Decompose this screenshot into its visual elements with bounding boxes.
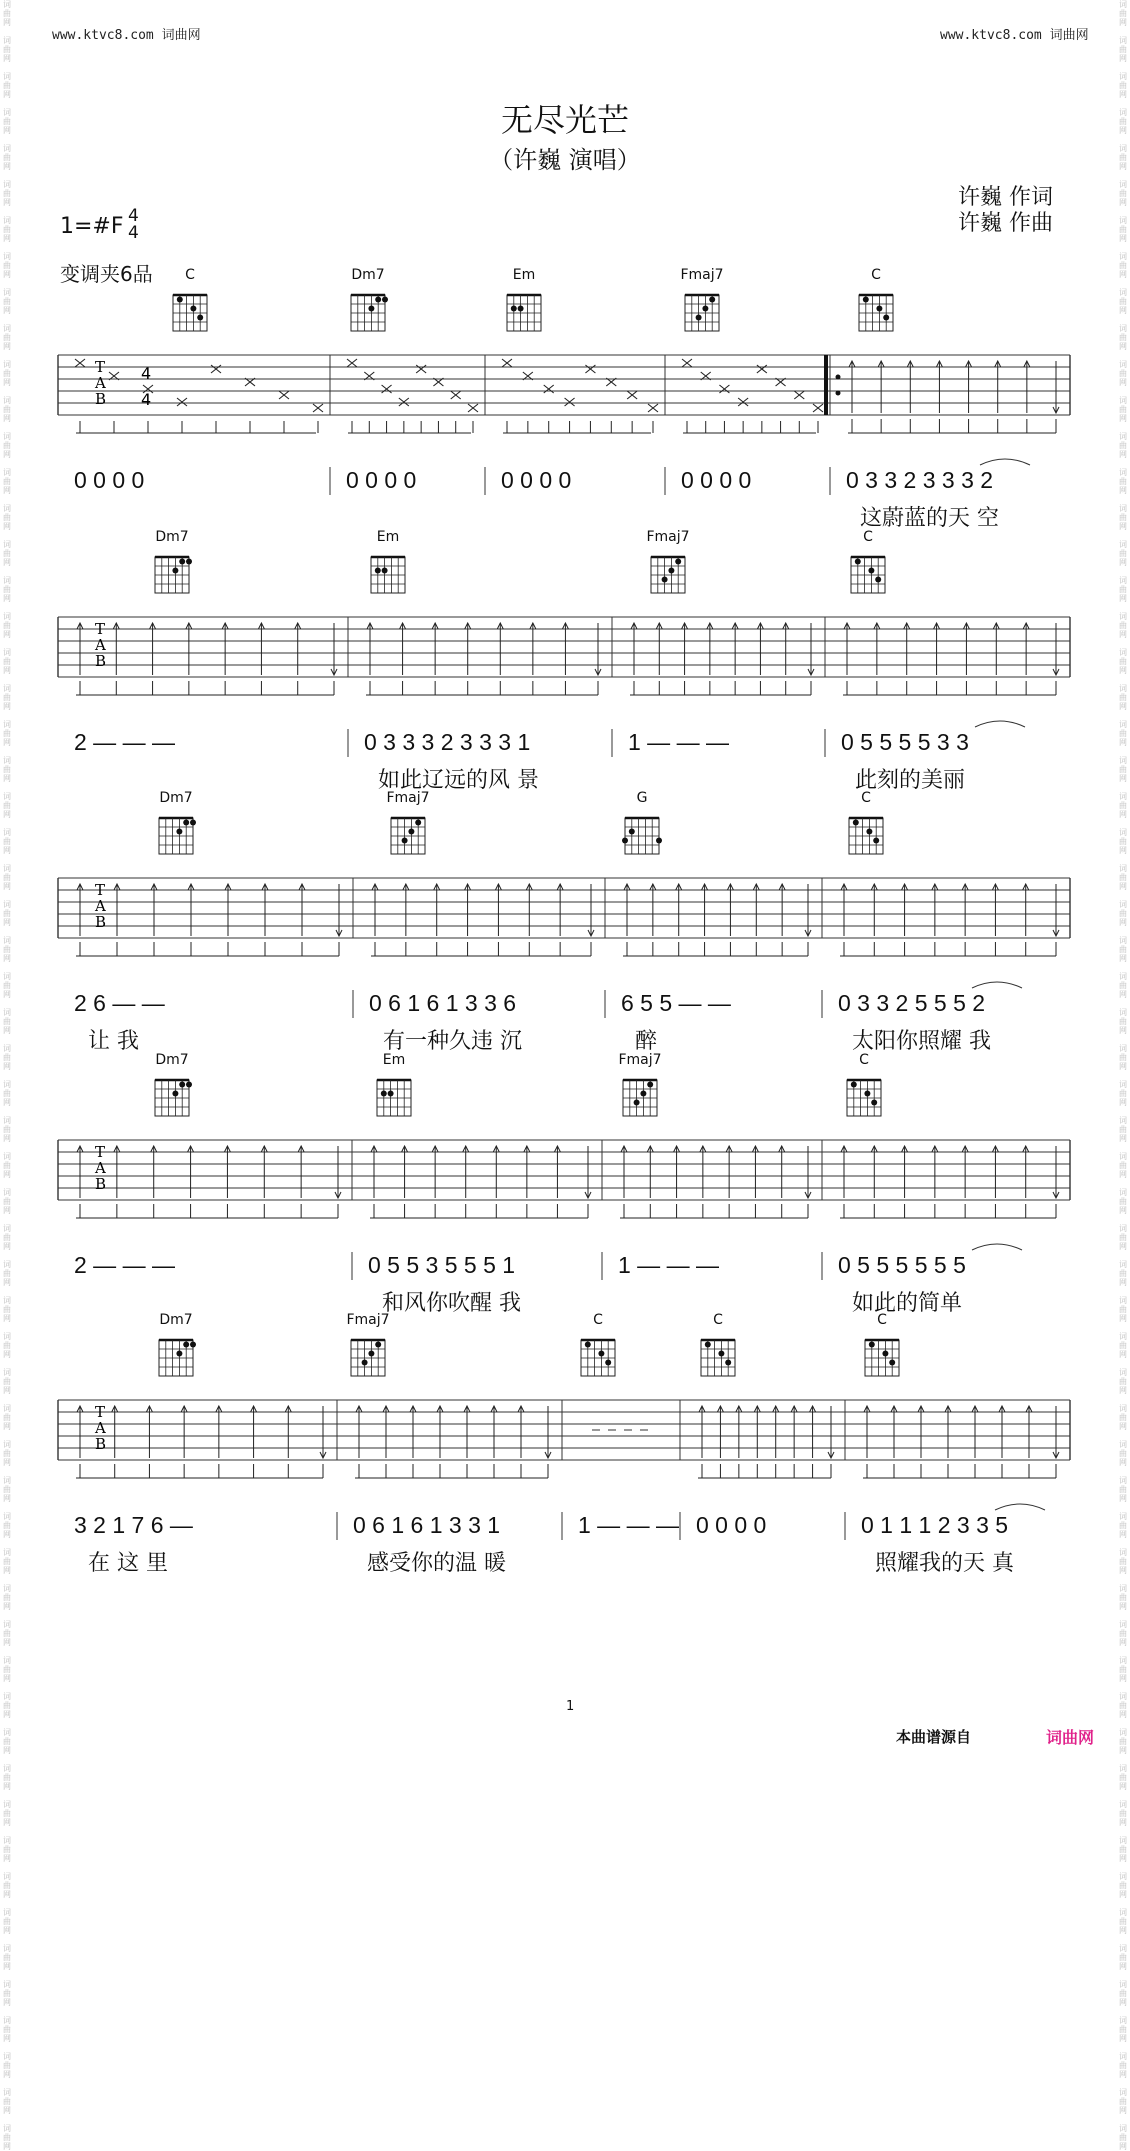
chord-finger-dot: [186, 559, 192, 565]
chord-finger-dot: [889, 1360, 895, 1366]
pick-x-mark: [648, 404, 658, 412]
tie-arc: [975, 721, 1025, 727]
jianpu-measure: 2 6 — —: [74, 990, 165, 1016]
pick-x-mark: [347, 359, 357, 367]
jianpu-measure: 2 — — —: [74, 1252, 175, 1278]
song-subtitle: （许巍 演唱）: [489, 146, 641, 174]
chord-finger-dot: [868, 568, 874, 574]
chord-finger-dot: [382, 568, 388, 574]
song-title: 无尽光芒: [500, 101, 629, 139]
chord-finger-dot: [883, 315, 889, 321]
tab-clef-letter: B: [95, 652, 107, 670]
pick-x-mark: [719, 385, 729, 393]
jianpu-measure: 2 — — —: [74, 729, 175, 755]
tie-arc: [980, 459, 1030, 465]
jianpu-measure: 0 3 3 2 3 3 3 2: [846, 467, 994, 493]
key-signature: 1=#F: [60, 214, 124, 239]
chord-finger-dot: [622, 838, 628, 844]
pick-x-mark: [279, 391, 289, 399]
lyric-line: 在 这 里: [88, 1551, 168, 1576]
lyric-line: 这蔚蓝的天 空: [860, 506, 999, 531]
jianpu-measure: 0 1 1 1 2 3 3 5: [861, 1512, 1009, 1538]
tie-arc: [972, 982, 1022, 988]
chord-finger-dot: [864, 1091, 870, 1097]
chord-finger-dot: [855, 559, 861, 565]
chord-name: Dm7: [159, 790, 193, 806]
chord-finger-dot: [183, 820, 189, 826]
tie-arc: [972, 1244, 1022, 1250]
jianpu-measure: 0 5 5 3 5 5 5 1: [368, 1252, 516, 1278]
jianpu-measure: 0 5 5 5 5 5 5: [838, 1252, 966, 1278]
tie-arc: [995, 1504, 1045, 1510]
jianpu-measure: 0 3 3 3 2 3 3 3 1: [364, 729, 531, 755]
jianpu-measure: 3 2 1 7 6 —: [74, 1512, 193, 1538]
chord-finger-dot: [668, 568, 674, 574]
chord-name: C: [877, 1312, 887, 1328]
chord-finger-dot: [172, 568, 178, 574]
chord-finger-dot: [629, 829, 635, 835]
chord-finger-dot: [866, 829, 872, 835]
chord-finger-dot: [190, 820, 196, 826]
chord-finger-dot: [368, 1351, 374, 1357]
lyric-line: 让 我: [88, 1029, 139, 1054]
chord-name: Fmaj7: [346, 1312, 390, 1328]
chord-finger-dot: [518, 306, 524, 312]
composer-credit: 许巍 作曲: [958, 211, 1053, 236]
site-url-right: www.ktvc8.com 词曲网: [940, 28, 1089, 43]
jianpu-measure: 0 6 1 6 1 3 3 6: [369, 990, 517, 1016]
chord-finger-dot: [415, 820, 421, 826]
time-denominator: 4: [128, 223, 139, 243]
pick-x-mark: [738, 398, 748, 406]
chord-finger-dot: [375, 568, 381, 574]
time-numerator: 4: [128, 206, 139, 226]
chord-finger-dot: [662, 577, 668, 583]
chord-name: Em: [512, 267, 536, 283]
jianpu-measure: 0 0 0 0: [696, 1512, 767, 1538]
chord-finger-dot: [705, 1342, 711, 1348]
pick-x-mark: [627, 391, 637, 399]
chord-finger-dot: [176, 829, 182, 835]
lyric-line: 此刻的美丽: [855, 768, 966, 793]
lyric-line: 照耀我的天 真: [875, 1551, 1014, 1576]
tab-clef-letter: T: [95, 1403, 106, 1421]
chord-finger-dot: [186, 1082, 192, 1088]
jianpu-measure: 1 — — —: [578, 1512, 679, 1538]
chord-name: Fmaj7: [618, 1052, 662, 1068]
tab-clef-letter: T: [95, 1143, 106, 1161]
jianpu-measure: 0 0 0 0: [346, 467, 417, 493]
lyricist-credit: 许巍 作词: [958, 185, 1053, 210]
pick-x-mark: [313, 404, 323, 412]
chord-finger-dot: [696, 315, 702, 321]
tab-clef-letter: B: [95, 1175, 107, 1193]
chord-finger-dot: [585, 1342, 591, 1348]
chord-finger-dot: [408, 829, 414, 835]
pick-x-mark: [382, 385, 392, 393]
lyric-line: 醉: [635, 1029, 658, 1054]
lyric-line: 感受你的温 暖: [367, 1551, 506, 1576]
tab-clef-letter: B: [95, 913, 107, 931]
tab-clef-letter: A: [95, 636, 106, 654]
tab-clef-letter: A: [95, 897, 106, 915]
chord-finger-dot: [634, 1100, 640, 1106]
jianpu-measure: 6 5 5 — —: [621, 990, 731, 1016]
chord-finger-dot: [853, 820, 859, 826]
chord-finger-dot: [382, 297, 388, 303]
pick-x-mark: [585, 365, 595, 373]
chord-finger-dot: [869, 1342, 875, 1348]
tab-time-sig: 4: [141, 390, 152, 409]
pick-x-mark: [468, 404, 478, 412]
chord-name: Dm7: [155, 529, 189, 545]
jianpu-measure: 0 6 1 6 1 3 3 1: [353, 1512, 501, 1538]
chord-finger-dot: [368, 306, 374, 312]
tab-clef-letter: A: [95, 374, 106, 392]
chord-finger-dot: [362, 1360, 368, 1366]
repeat-dot: [836, 391, 841, 396]
chord-finger-dot: [179, 1082, 185, 1088]
pick-x-mark: [757, 365, 767, 373]
pick-x-mark: [682, 359, 692, 367]
chord-finger-dot: [702, 306, 708, 312]
lyric-line: 如此的简单: [852, 1291, 963, 1316]
chord-name: C: [859, 1052, 869, 1068]
tab-clef-letter: T: [95, 620, 106, 638]
pick-x-mark: [177, 398, 187, 406]
chord-name: Fmaj7: [646, 529, 690, 545]
chord-finger-dot: [179, 559, 185, 565]
chord-finger-dot: [875, 577, 881, 583]
pick-x-mark: [399, 398, 409, 406]
capo-instruction: 变调夹6品: [60, 262, 153, 286]
chord-finger-dot: [876, 306, 882, 312]
chord-name: G: [636, 790, 648, 806]
chord-name: C: [871, 267, 881, 283]
chord-finger-dot: [873, 838, 879, 844]
chord-finger-dot: [402, 838, 408, 844]
jianpu-measure: 1 — — —: [628, 729, 729, 755]
chord-name: C: [713, 1312, 723, 1328]
lyric-line: 太阳你照耀 我: [852, 1029, 991, 1054]
chord-finger-dot: [882, 1351, 888, 1357]
chord-finger-dot: [718, 1351, 724, 1357]
site-url-left: www.ktvc8.com 词曲网: [52, 28, 201, 43]
jianpu-measure: 1 — — —: [618, 1252, 719, 1278]
chord-finger-dot: [177, 297, 183, 303]
chord-finger-dot: [190, 1342, 196, 1348]
chord-name: Em: [376, 529, 400, 545]
pick-x-mark: [416, 365, 426, 373]
chord-name: C: [593, 1312, 603, 1328]
chord-finger-dot: [675, 559, 681, 565]
chord-finger-dot: [197, 315, 203, 321]
chord-finger-dot: [176, 1351, 182, 1357]
source-text: 本曲谱源自: [896, 1728, 972, 1746]
chord-finger-dot: [183, 1342, 189, 1348]
chord-finger-dot: [605, 1360, 611, 1366]
chord-finger-dot: [640, 1091, 646, 1097]
repeat-dot: [836, 375, 841, 380]
tab-clef-letter: B: [95, 390, 107, 408]
tab-clef-letter: A: [95, 1159, 106, 1177]
page-number: 1: [566, 1699, 575, 1714]
pick-x-mark: [75, 359, 85, 367]
pick-x-mark: [502, 359, 512, 367]
lyric-line: 如此辽远的风 景: [378, 768, 539, 793]
chord-name: Fmaj7: [386, 790, 430, 806]
lyric-line: 和风你吹醒 我: [382, 1291, 521, 1316]
chord-name: C: [861, 790, 871, 806]
chord-name: Dm7: [155, 1052, 189, 1068]
tab-clef-letter: B: [95, 1435, 107, 1453]
tab-clef-letter: A: [95, 1419, 106, 1437]
chord-finger-dot: [511, 306, 517, 312]
chord-name: Dm7: [159, 1312, 193, 1328]
jianpu-measure: 0 0 0 0: [74, 467, 145, 493]
pick-x-mark: [211, 365, 221, 373]
tab-time-sig: 4: [141, 364, 152, 383]
pick-x-mark: [813, 404, 823, 412]
source-logo: 词曲网: [1046, 1728, 1095, 1747]
chord-finger-dot: [388, 1091, 394, 1097]
chord-finger-dot: [725, 1360, 731, 1366]
pick-x-mark: [544, 385, 554, 393]
chord-finger-dot: [863, 297, 869, 303]
chord-name: Fmaj7: [680, 267, 724, 283]
chord-finger-dot: [190, 306, 196, 312]
tab-clef-letter: T: [95, 881, 106, 899]
chord-name: Em: [382, 1052, 406, 1068]
tab-clef-letter: T: [95, 358, 106, 376]
jianpu-measure: 0 0 0 0: [681, 467, 752, 493]
chord-finger-dot: [381, 1091, 387, 1097]
chord-finger-dot: [375, 1342, 381, 1348]
chord-finger-dot: [656, 838, 662, 844]
right-watermark: 词 曲 网 词 曲 网 词 曲 网 词 曲 网 词 曲 网 词 曲 网 词 曲 网 词 曲 网 词 曲 网 词 曲 网 词 曲 网 词 曲 网 词 曲 网 词 曲 网 词 曲 网 词 曲 网 词 曲 网 词 曲 网 词 曲 网 词 曲 网 词 曲 网 词 曲 网 词 曲 网 词 曲 网 词 曲 网 词 曲 网 词 曲 网 词 曲 网 词 曲 网 词 曲 网 词 曲 网 词 曲 网 词 曲 网 词 曲 网 词 曲 网 词 曲 网 词 曲 网 词 曲 网 词 曲 网 词 曲 网 词 曲 网 词 曲 网 词 曲 网 词 曲 网 词 曲 网 词 曲 网 词 曲 网 词 曲 网 词 曲 网 词 曲 网 词 曲 网 词 曲 网 词 曲 网 词 曲 网 词 曲 网 词 曲 网 词 曲 网 词 曲 网 词 曲 网 词 曲 网: [1119, 0, 1127, 2151]
pick-x-mark: [565, 398, 575, 406]
pick-x-mark: [794, 391, 804, 399]
chord-finger-dot: [375, 297, 381, 303]
lyric-line: 有一种久违 沉: [383, 1029, 522, 1054]
chord-finger-dot: [851, 1082, 857, 1088]
jianpu-measure: 0 5 5 5 5 3 3: [841, 729, 969, 755]
chord-finger-dot: [172, 1091, 178, 1097]
jianpu-measure: 0 0 0 0: [501, 467, 572, 493]
chord-name: C: [863, 529, 873, 545]
chord-name: C: [185, 267, 195, 283]
chord-name: Dm7: [351, 267, 385, 283]
chord-finger-dot: [709, 297, 715, 303]
chord-finger-dot: [647, 1082, 653, 1088]
pick-x-mark: [451, 391, 461, 399]
chord-finger-dot: [871, 1100, 877, 1106]
left-watermark: 词 曲 网 词 曲 网 词 曲 网 词 曲 网 词 曲 网 词 曲 网 词 曲 网 词 曲 网 词 曲 网 词 曲 网 词 曲 网 词 曲 网 词 曲 网 词 曲 网 词 曲 网 词 曲 网 词 曲 网 词 曲 网 词 曲 网 词 曲 网 词 曲 网 词 曲 网 词 曲 网 词 曲 网 词 曲 网 词 曲 网 词 曲 网 词 曲 网 词 曲 网 词 曲 网 词 曲 网 词 曲 网 词 曲 网 词 曲 网 词 曲 网 词 曲 网 词 曲 网 词 曲 网 词 曲 网 词 曲 网 词 曲 网 词 曲 网 词 曲 网 词 曲 网 词 曲 网 词 曲 网 词 曲 网 词 曲 网 词 曲 网 词 曲 网 词 曲 网 词 曲 网 词 曲 网 词 曲 网 词 曲 网 词 曲 网 词 曲 网 词 曲 网 词 曲 网 词 曲 网: [3, 0, 11, 2151]
chord-finger-dot: [598, 1351, 604, 1357]
jianpu-measure: 0 3 3 2 5 5 5 2: [838, 990, 986, 1016]
